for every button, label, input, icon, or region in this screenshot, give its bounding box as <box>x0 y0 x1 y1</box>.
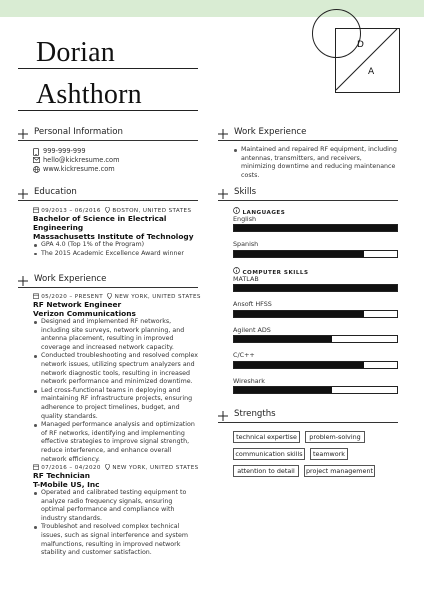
strength-tag: project management <box>305 467 374 475</box>
website-text: www.kickresume.com <box>43 165 115 173</box>
list-item: Troubleshot and resolved complex technical issues, such as signal interference and system malfunctions, resulting in improved network stability and customer satisfaction. <box>33 523 198 557</box>
top-accent-bar <box>0 0 424 17</box>
plus-icon <box>218 411 228 421</box>
strength-tag: communication skills <box>233 448 305 460</box>
mail-icon <box>33 157 40 163</box>
list-item: Maintained and repaired RF equipment, including antennas, transmitters, and receivers, minimizing downtime and reducing maintenance costs. <box>233 146 398 180</box>
skill-bar <box>233 335 398 343</box>
skill-bar-fill <box>234 285 397 291</box>
section-rule <box>18 140 198 141</box>
section-rule <box>18 200 198 201</box>
globe-icon <box>33 166 40 173</box>
section-rule <box>18 287 198 288</box>
name-divider-bottom <box>18 110 198 111</box>
section-title: Education <box>34 187 77 197</box>
list-item: Managed performance analysis and optimization of RF networks, identifying and implementing effective strategies to improve signal strength, reduce interference, and enhance overall network efficiency. <box>33 421 198 464</box>
job-1-meta <box>33 293 201 300</box>
skill-name: Spanish <box>233 240 259 248</box>
skill-name: MATLAB <box>233 275 259 283</box>
strength-tag: teamwork <box>310 448 348 460</box>
skill-name: Wireshark <box>233 377 265 385</box>
phone-icon <box>33 148 39 156</box>
skill-bar-fill <box>234 336 332 342</box>
first-name: Dorian <box>36 37 115 68</box>
plus-icon <box>18 129 28 139</box>
list-item: Conducted troubleshooting and resolved complex network issues, utilizing spectrum analyzers and network diagnostic tools, resulting in increased network performance and minimized downtime. <box>33 352 198 386</box>
plus-icon <box>218 129 228 139</box>
strength-tag: attention to detail <box>233 465 299 477</box>
skills-languages-label: LANGUAGES <box>242 210 286 216</box>
email-text: hello@kickresume.com <box>43 156 120 164</box>
skill-name: C/C++ <box>233 351 255 359</box>
section-title: Work Experience <box>234 127 307 137</box>
list-item: Operated and calibrated testing equipment to analyze radio frequency signals, ensuring optimal performance and compliance with industry standards. <box>33 489 198 523</box>
skill-bar <box>233 386 398 394</box>
skill-bar <box>233 250 398 258</box>
work-continued-bullets <box>233 146 398 180</box>
section-strengths <box>218 410 398 424</box>
degree-line-2: Engineering <box>33 223 84 232</box>
info-icon <box>233 207 240 214</box>
job-1-role: RF Network Engineer <box>33 300 122 309</box>
job-2-bullets <box>33 489 198 558</box>
monogram-diagonal <box>335 28 398 91</box>
job-2-company: T-Mobile US, Inc <box>33 480 100 489</box>
job-2-meta <box>33 464 199 471</box>
school-name: Massachusetts Institute of Technology <box>33 232 194 241</box>
list-item: The 2015 Academic Excellence Award winner <box>33 250 198 259</box>
section-title: Skills <box>234 187 257 197</box>
plus-icon <box>18 189 28 199</box>
job-1-bullets <box>33 318 198 464</box>
skill-bar-fill <box>234 362 364 368</box>
skill-bar <box>233 361 398 369</box>
job-location: NEW YORK, UNITED STATES <box>112 465 199 471</box>
calendar-icon <box>33 293 39 299</box>
education-location: BOSTON, UNITED STATES <box>112 208 192 214</box>
section-title: Work Experience <box>34 274 107 284</box>
section-rule <box>218 422 398 423</box>
list-item: Designed and implemented RF networks, including site surveys, network planning, and antenna placement, resulting in improved coverage and increased network capacity. <box>33 318 198 352</box>
skill-name: Ansoft HFSS <box>233 300 272 308</box>
plus-icon <box>218 189 228 199</box>
location-pin-icon <box>105 207 110 213</box>
degree-line-1: Bachelor of Science in Electrical <box>33 214 167 223</box>
skill-bar-fill <box>234 311 364 317</box>
monogram-last-letter: A <box>368 67 375 77</box>
skill-bar-fill <box>234 225 397 231</box>
section-work-experience-continued <box>218 128 398 142</box>
section-rule <box>218 200 398 201</box>
section-work-experience <box>18 275 198 289</box>
name-divider-top <box>18 68 198 69</box>
skill-name: Agilent ADS <box>233 326 271 334</box>
skills-computer-label: COMPUTER SKILLS <box>242 270 309 276</box>
phone-text: 999-999-999 <box>43 147 86 155</box>
last-name: Ashthorn <box>36 79 142 110</box>
education-bullets <box>33 241 198 258</box>
plus-icon <box>18 276 28 286</box>
section-title: Personal Information <box>34 127 124 137</box>
location-pin-icon <box>107 293 112 299</box>
section-personal-information <box>18 128 198 142</box>
section-title: Strengths <box>234 409 276 419</box>
section-rule <box>218 140 398 141</box>
info-icon <box>233 267 240 274</box>
section-education <box>18 188 198 202</box>
strength-tag: problem-solving <box>305 431 365 443</box>
skill-bar-fill <box>234 251 364 257</box>
skill-bar <box>233 224 398 232</box>
education-dates: 09/2013 – 06/2016 <box>41 208 101 214</box>
location-pin-icon <box>105 464 110 470</box>
job-location: NEW YORK, UNITED STATES <box>114 294 201 300</box>
list-item: Led cross-functional teams in deploying and maintaining RF infrastructure projects, ensuring adherence to project timelines, budget, and quality standards. <box>33 387 198 421</box>
job-2-role: RF Technician <box>33 471 90 480</box>
skill-bar <box>233 284 398 292</box>
job-dates: 05/2020 – PRESENT <box>41 294 104 300</box>
job-1-company: Verizon Communications <box>33 309 136 318</box>
calendar-icon <box>33 207 39 213</box>
list-item: GPA 4.0 (Top 1% of the Program) <box>33 241 198 250</box>
strength-tag: technical expertise <box>233 431 300 443</box>
section-skills <box>218 188 398 202</box>
monogram-first-letter: D <box>357 40 364 50</box>
skill-bar-fill <box>234 387 332 393</box>
skill-bar <box>233 310 398 318</box>
job-dates: 07/2016 – 04/2020 <box>41 465 101 471</box>
skill-name: English <box>233 215 257 223</box>
calendar-icon <box>33 464 39 470</box>
education-meta <box>33 207 191 214</box>
